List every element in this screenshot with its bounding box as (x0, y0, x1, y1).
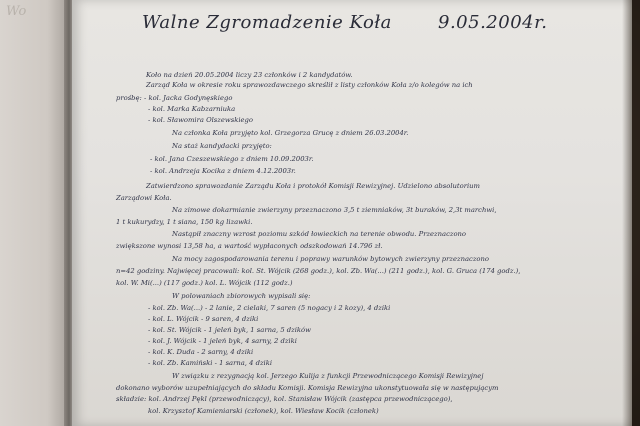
notebook-page (72, 0, 632, 426)
text-line: kol. W. Mi(...) (117 godz.) kol. L. Wójcik (112 godz.) (116, 279, 293, 287)
document-date: 9.05.2004r. (438, 12, 548, 33)
text-line: - kol. Sławomira Olszewskiego (148, 116, 253, 124)
text-line: Na mocy zagospodarowania terenu i poprawy warunków bytowych zwierzyny przeznaczono (172, 255, 489, 263)
text-line: Zatwierdzono sprawozdanie Zarządu Koła i protokół Komisji Rewizyjnej. Udzielono absolutorium (146, 182, 480, 190)
left-page (0, 0, 68, 426)
text-line: 1 t kukurydzy, 1 t siana, 150 kg lizawki. (116, 218, 253, 226)
text-line: W polowaniach zbiorowych wypisali się: (172, 292, 311, 300)
text-line: - kol. St. Wójcik - 1 jeleń byk, 1 sarna, 5 dzików (148, 326, 311, 334)
text-line: zwiększone wynosi 13,58 ha, a wartość wypłaconych odszkodowań 14.796 zł. (116, 242, 383, 250)
text-line: Na zimowe dokarmianie zwierzyny przeznaczono 3,5 t ziemniaków, 3t buraków, 2,3t marchwi, (172, 206, 497, 214)
text-line: dokonano wyborów uzupełniających do składu Komisji. Komisja Rewizyjna ukonstytuowała się w następującym (116, 384, 499, 392)
text-line: Zarząd Koła w okresie roku sprawozdawczego skreślił z listy członków Koła z/o kolegów na ich (146, 81, 473, 89)
text-line: - kol. K. Duda - 2 sarny, 4 dziki (148, 348, 254, 356)
text-line: - kol. Jana Czeszewskiego z dniem 10.09.2003r. (150, 155, 314, 163)
text-line: W związku z rezygnacją kol. Jerzego Kulija z funkcji Przewodniczącego Komisji Rewizyjnej (172, 372, 484, 380)
text-line: Koło na dzień 20.05.2004 liczy 23 członków i 2 kandydatów. (146, 71, 353, 79)
text-line: n=42 godziny. Najwięcej pracowali: kol. St. Wójcik (268 godz.), kol. Zb. Wa(...) (211 godz.), kol. G. Gruca (174 godz.), (116, 267, 521, 275)
document-title: Walne Zgromadzenie Koła (142, 12, 392, 33)
left-page-stamp: Wo (6, 4, 27, 19)
text-line: - kol. Andrzeja Kocika z dniem 4.12.2003r. (150, 167, 296, 175)
text-line: Nastąpił znaczny wzrost poziomu szkód łowieckich na terenie obwodu. Przeznaczono (172, 230, 467, 238)
text-line: - kol. J. Wójcik - 1 jeleń byk, 4 sarny, 2 dziki (148, 337, 297, 345)
text-line: kol. Krzysztof Kamieniarski (członek), kol. Wiesław Kocik (członek) (148, 407, 379, 415)
text-line: Na staż kandydacki przyjęto: (172, 142, 272, 150)
text-line: - kol. Marka Kabzarniuka (148, 105, 236, 113)
text-line: - kol. Zb. Wa(...) - 2 lanie, 2 cielaki, 7 saren (5 nogacy i 2 kozy), 4 dziki (148, 304, 391, 312)
text-line: - kol. Zb. Kamiński - 1 sarna, 4 dziki (148, 359, 272, 367)
text-line: składzie: kol. Andrzej Pękl (przewodniczący), kol. Stanisław Wójcik (zastępca przewodniczącego), (116, 395, 453, 403)
text-line: prośbę: - kol. Jacka Godynęskiego (116, 94, 233, 102)
page-edge-shadow (622, 0, 632, 426)
text-line: - kol. L. Wójcik - 9 saren, 4 dziki (148, 315, 259, 323)
text-line: Na członka Koła przyjęto kol. Grzegorza Grucę z dniem 26.03.2004r. (172, 129, 409, 137)
text-line: Zarządowi Koła. (116, 194, 172, 202)
